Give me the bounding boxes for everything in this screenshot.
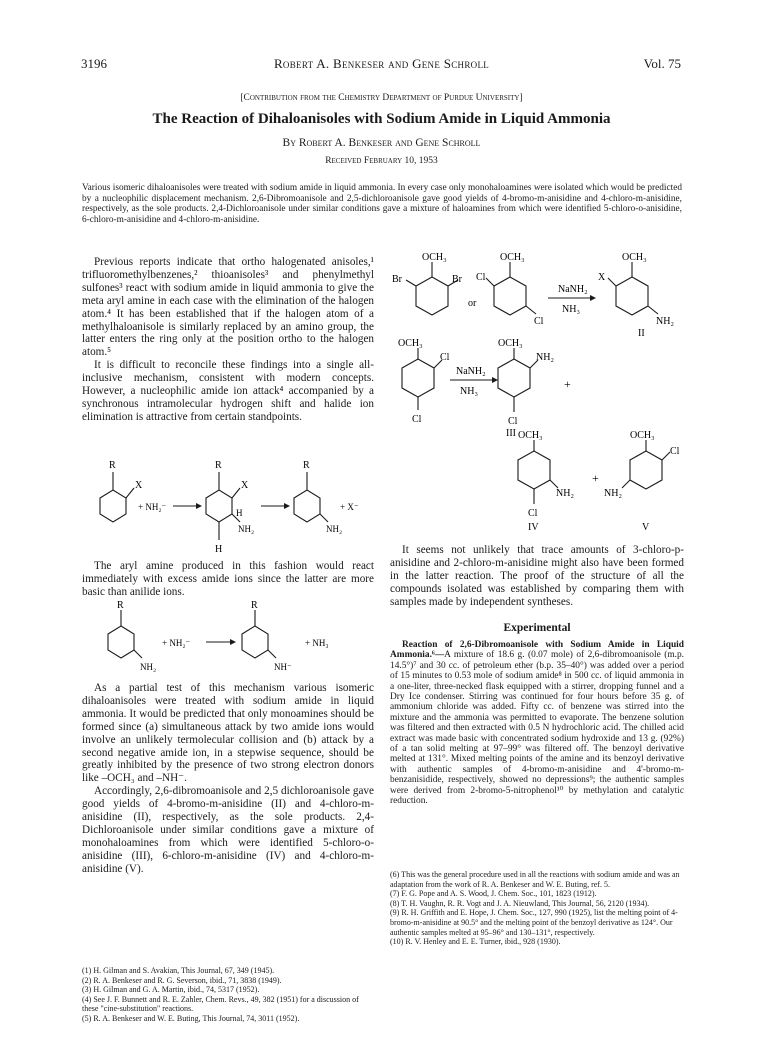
footnote-4: (4) See J. F. Bunnett and R. E. Zahler, Chem. Revs., 49, 382 (1951) for a discussion of these "cine-substitution" reactions. [82, 994, 359, 1014]
nh-minus-label: NH⁻ [274, 662, 292, 672]
or-label: or [468, 298, 477, 309]
r-label: R [251, 600, 258, 611]
br-label: Br [392, 274, 402, 285]
plus-amide-label: + NH₂⁻ [162, 638, 191, 648]
nanh2-label: NaNH₂ [558, 284, 588, 295]
benzene-ring [630, 451, 662, 489]
footnote-2: (2) R. A. Benkeser and R. G. Severson, ibid., 71, 3838 (1949). [82, 975, 282, 985]
benzene-ring [108, 626, 134, 658]
och3-label: OCH₃ [498, 338, 523, 349]
mechanism-paragraph: It is difficult to reconcile these findings into a single all-inclusive mechanism, consistent with modern concepts. However, a nucleophilic amide ion attack⁴ accompanied by a synchronous intramolecular hydrogen shift and halide ion elimination is attractive from certain standpoints. [82, 359, 374, 423]
footnote-9: (9) R. H. Griffith and E. Hope, J. Chem. Soc., 127, 990 (1925), list the melting point of 4-bromo-m-anisidine at 90.5° and the melting point of the benzoyl derivative as 124°. Our authentic samples melted at 95–96° and 130–131°, respectively. [390, 908, 678, 937]
mechanism-scheme-2 [100, 600, 370, 678]
benzene-ring [242, 626, 268, 658]
cl-label: Cl [476, 272, 486, 283]
plus-ammonia-label: + NH₃ [305, 638, 329, 648]
och3-label: OCH₃ [518, 430, 543, 441]
nh2-label: NH₂ [238, 524, 255, 534]
footnote-10: (10) R. V. Henley and E. E. Turner, ibid., 928 (1930). [390, 937, 561, 947]
x-label: X [598, 272, 606, 283]
benzene-ring [294, 490, 320, 522]
cl-label: Cl [508, 416, 518, 427]
benzene-ring [494, 277, 526, 315]
nh2-label: NH₂ [326, 524, 343, 534]
nh2-label: NH₂ [556, 488, 574, 499]
nh3-label: NH₃ [562, 304, 580, 315]
results-paragraph: Accordingly, 2,6-dibromoanisole and 2,5 dichloroanisole gave good yields of 4-bromo-m-anisidine (II) and 4-chloro-m-anisidine (II), respectively, as the sole products. 2,4-Dichloroanisole under similar conditions gave a mixture of monohaloamines from which were identified 5-chloro-o-anisidine (III), 6-chloro-m-anisidine (IV) and 4-chloro-m-anisidine (V). [82, 785, 374, 875]
och3-label: OCH₃ [630, 430, 655, 441]
abstract: Various isomeric dihaloanisoles were treated with sodium amide in liquid ammonia. In every case only monohaloamines were isolated which would be predicted by a nucleophilic displacement mechanism. 2,6-Dibromoanisole and 2,5-dichloroanisole gave good yields of 4-bromo-m-anisidine and 4-chloro-m-anisidine, respectively, as the sole products. 2,4-Dichloroanisole under similar conditions gave a mixture of haloamines from which were identified 5-chloro-o-anisidine, 6-chloro-m-anisidine and 4-chloro-m-anisidine. [82, 183, 682, 225]
right-discussion [390, 544, 684, 609]
compound-v-label: V [642, 522, 650, 533]
nh2-label: NH₂ [604, 488, 622, 499]
experimental-section [390, 640, 684, 807]
cl-label: Cl [670, 446, 680, 457]
benzene-ring [616, 277, 648, 315]
left-footnotes [82, 966, 374, 1024]
compound-ii-label: II [638, 328, 645, 339]
cl-label: Cl [528, 508, 538, 519]
nh2-label: NH₂ [140, 662, 157, 672]
och3-label: OCH₃ [398, 338, 423, 349]
cl-label: Cl [412, 414, 422, 425]
footnote-3: (3) H. Gilman and G. A. Martin, ibid., 74, 5317 (1952). [82, 985, 260, 995]
experimental-heading: Experimental [503, 622, 571, 634]
plus-sign: + [564, 377, 571, 391]
benzene-ring [402, 359, 434, 397]
x-label: X [241, 480, 249, 491]
h-label: H [215, 544, 223, 555]
cl-label: Cl [440, 352, 450, 363]
nh2-label: NH₂ [536, 352, 554, 363]
compound-iv-label: IV [528, 522, 539, 533]
plus-amide-label: + NH₂⁻ [138, 502, 167, 512]
footnote-6: (6) This was the general procedure used in all the reactions with sodium amide and was an adaptation from the work of R. A. Benkeser and W. E. Buting, ref. 5. [390, 870, 680, 889]
cl-label: Cl [534, 316, 544, 327]
och3-label: OCH₃ [622, 252, 647, 263]
page-number: 3196 [81, 56, 107, 71]
nanh2-label: NaNH₂ [456, 366, 486, 377]
br-label: Br [452, 274, 462, 285]
footnote-7: (7) F. G. Pope and A. S. Wood, J. Chem. Soc., 101, 1823 (1912). [390, 889, 597, 899]
r-label: R [303, 460, 310, 471]
experimental-lead: Reaction of 2,6-Dibromoanisole with Sodium Amide in Liquid Ammonia.⁶— [390, 640, 684, 661]
mechanism-scheme-1 [78, 458, 378, 558]
experimental-procedure: A mixture of 18.6 g. (0.07 mole) of 2,6-dibromoanisole (m.p. 14.5°)⁷ and 30 cc. of petroleum ether (b.p. 35–40°) was added over a period of 15 minutes to 0.53 mole of sodium amide⁸ in 500 cc. of liquid ammonia in a one-liter, three-necked flask equipped with a stirrer, dropping funnel and a Dry Ice condenser. Stirring was continued for four hours before 35 g. of ammonium chloride was added. Fifty cc. of benzene was stirred into the mixture and the ammonia was permitted to evaporate. The benzene solution was filtered and then extracted with 0.5 N hydrochloric acid. The chilled acid extract was made basic with concentrated sodium hydroxide and 13 g. (92%) of a tan solid melting at 97–99° was filtered off. The benzoyl derivative melted at 131°. Mixed melting points of the amine and its benzoyl derivative with authentic samples of 4-bromo-m-anisidine and 4'-bromo-m-benzanisidide, respectively, showed no depressions⁹; the authentic samples were derived from 2-bromo-5-nitrophenol¹⁰ by methylation and catalytic reduction. [390, 650, 684, 807]
benzene-ring [206, 490, 232, 522]
left-intro [82, 256, 374, 424]
benzene-ring [498, 359, 530, 397]
r-label: R [117, 600, 124, 611]
left-results [82, 682, 374, 876]
benzene-ring [100, 490, 126, 522]
volume-label: Vol. 75 [643, 56, 681, 71]
footnote-5: (5) R. A. Benkeser and W. E. Buting, This Journal, 74, 3011 (1952). [82, 1013, 300, 1023]
anilide-paragraph: The aryl amine produced in this fashion would react immediately with excess amide ions since the latter are more basic than anilide ions. [82, 560, 374, 598]
right-footnotes [390, 870, 684, 947]
running-title: Robert A. Benkeser and Gene Schroll [273, 56, 490, 71]
left-anilide [82, 560, 374, 599]
plus-sign: + [592, 471, 599, 485]
footnote-1: (1) H. Gilman and S. Avakian, This Journal, 67, 349 (1945). [82, 966, 275, 975]
och3-label: OCH₃ [422, 252, 447, 263]
x-label: X [135, 480, 143, 491]
reaction-scheme [388, 250, 688, 542]
nh3-label: NH₃ [460, 386, 478, 397]
r-label: R [109, 460, 116, 471]
h-label: H [236, 508, 243, 518]
plus-halide-label: + X⁻ [340, 502, 359, 512]
compound-iii-label: III [506, 428, 516, 439]
contribution-line: [Contribution from the Chemistry Department of Purdue University] [240, 93, 523, 103]
received-date: Received February 10, 1953 [325, 156, 438, 166]
intro-paragraph: Previous reports indicate that ortho halogenated anisoles,¹ trifluoromethylbenzenes,² thioanisoles³ and phenylmethyl sulfones³ react with sodium amide in liquid ammonia to give the meta aryl amine in each case with the elimination of the halogen atom.⁴ It has been established that if the halogen atom of a methylhaloanisole is similarly replaced by an amino group, the latter enters the ring only at the position ortho to the halogen atom.⁵ [82, 256, 374, 359]
footnote-8: (8) T. H. Vaughn, R. R. Vogt and J. A. Nieuwland, This Journal, 56, 2120 (1934). [390, 898, 650, 908]
article-title: The Reaction of Dihaloanisoles with Sodium Amide in Liquid Ammonia [152, 111, 611, 127]
trace-amounts-paragraph: It seems not unlikely that trace amounts of 3-chloro-p-anisidine and 2-chloro-m-anisidine might also have been formed in the latter reaction. The proof of the structure of all the compounds isolated was established by comparing them with samples made by independent syntheses. [390, 544, 684, 608]
benzene-ring [518, 451, 550, 489]
nh2-label: NH₂ [656, 316, 674, 327]
article-authors: By Robert A. Benkeser and Gene Schroll [282, 137, 481, 149]
r-label: R [215, 460, 222, 471]
och3-label: OCH₃ [500, 252, 525, 263]
benzene-ring [416, 277, 448, 315]
partial-test-paragraph: As a partial test of this mechanism various isomeric dihaloanisoles were treated with sodium amide in liquid ammonia. It would be predicted that only monoamines should be formed since (a) simultaneous attack by two amide ions would involve an unlikely termolecular collision and (b) attack by a second negative amide ion, in a stepwise sequence, should be greatly inhibited by the presence of two strong electron donors like –OCH₃ and –NH⁻. [82, 682, 374, 785]
